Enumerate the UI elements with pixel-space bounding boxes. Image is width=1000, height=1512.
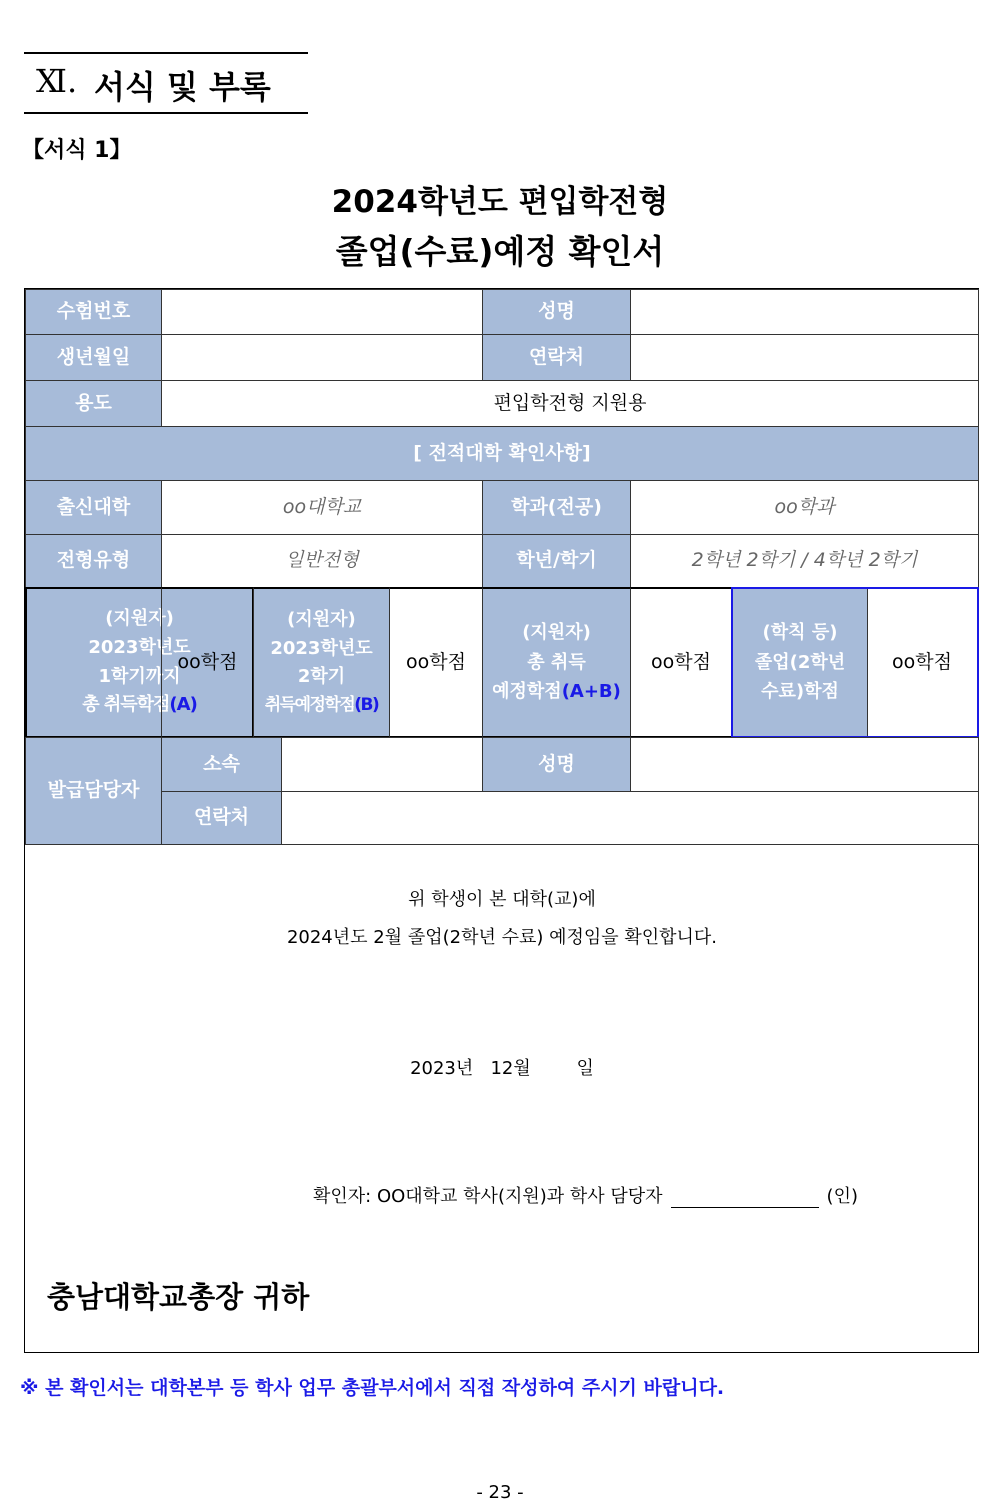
signature-blank[interactable] bbox=[671, 1189, 819, 1208]
year-semester-value: 2학년 2학기 / 4학년 2학기 bbox=[630, 534, 979, 588]
admission-type-label: 전형유형 bbox=[25, 534, 162, 588]
purpose-label: 용도 bbox=[25, 380, 162, 427]
issuer-name-label: 성명 bbox=[482, 737, 631, 792]
university-value: oo대학교 bbox=[161, 480, 483, 535]
credits-total-value: oo학점 bbox=[630, 587, 732, 738]
statement-date: 2023년 12월 일 bbox=[410, 1058, 594, 1079]
credits-total-label bbox=[482, 587, 631, 738]
exam-number-label: 수험번호 bbox=[25, 289, 162, 335]
credits-b-label-line: 2학기 bbox=[297, 666, 346, 688]
grad-credits-label-line: 수료)학점 bbox=[761, 681, 839, 703]
issuer-name-field[interactable] bbox=[630, 737, 979, 792]
credits-b-label bbox=[253, 587, 390, 738]
credits-a-label-line: 1학기까지 bbox=[98, 665, 181, 687]
seal-mark: (인) bbox=[826, 1186, 858, 1207]
birthdate-label: 생년월일 bbox=[25, 334, 162, 381]
certificate-form bbox=[24, 288, 979, 1353]
grad-credits-label bbox=[731, 587, 868, 738]
prior-school-section-header: [ 전적대학 확인사항] bbox=[25, 426, 979, 481]
credits-a-label-line: 2023학년도 bbox=[88, 636, 191, 658]
signer-line bbox=[313, 1182, 858, 1208]
department-label: 학과(전공) bbox=[482, 480, 631, 535]
grad-credits-value: oo학점 bbox=[867, 587, 979, 738]
statement-line1: 위 학생이 본 대학(교)에 bbox=[408, 889, 596, 910]
credits-total-label-line: 예정학점 bbox=[492, 681, 562, 703]
section-roman-numeral: Ⅺ. bbox=[36, 62, 78, 100]
section-title: 서식 및 부록 bbox=[94, 68, 271, 106]
statement-line2: 2024년도 2월 졸업(2학년 수료) 예정임을 확인합니다. bbox=[286, 927, 718, 948]
credits-a-value: oo학점 bbox=[161, 587, 254, 738]
contact-label: 연락처 bbox=[482, 334, 631, 381]
department-value: oo학과 bbox=[630, 480, 979, 535]
credits-b-label-line: 2023학년도 bbox=[270, 637, 373, 659]
credits-b-label-line: 취득예정학점 bbox=[264, 695, 355, 716]
purpose-value: 편입학전형 지원용 bbox=[161, 380, 979, 427]
form-number: 【서식 1】 bbox=[22, 138, 132, 163]
name-field[interactable] bbox=[630, 289, 979, 335]
section-header bbox=[24, 52, 308, 114]
university-label: 출신대학 bbox=[25, 480, 162, 535]
issuer-dept-field[interactable] bbox=[281, 737, 483, 792]
admission-type-value: 일반전형 bbox=[161, 534, 483, 588]
credits-b-value: oo학점 bbox=[389, 587, 483, 738]
issuer-label: 발급담당자 bbox=[25, 737, 162, 845]
signer-text: 확인자: OO대학교 학사(지원)과 학사 담당자 bbox=[313, 1186, 663, 1207]
grad-credits-label-line: 졸업(2학년 bbox=[754, 651, 846, 673]
year-semester-label: 학년/학기 bbox=[482, 534, 631, 588]
issuer-contact-field[interactable] bbox=[281, 791, 979, 845]
credits-a-label-line: (지원자) bbox=[105, 607, 174, 629]
issuer-dept-label: 소속 bbox=[161, 737, 282, 792]
credits-a-marker: (A) bbox=[169, 694, 197, 716]
credits-total-marker: (A+B) bbox=[561, 681, 621, 703]
birthdate-field[interactable] bbox=[161, 334, 483, 381]
exam-number-field[interactable] bbox=[161, 289, 483, 335]
credits-b-label-line: (지원자) bbox=[287, 608, 356, 630]
document-title-line2: 졸업(수료)예정 확인서 bbox=[335, 232, 665, 271]
credits-a-label-line: 총 취득학점 bbox=[82, 694, 170, 716]
name-label: 성명 bbox=[482, 289, 631, 335]
credits-total-label-line: 총 취득 bbox=[527, 651, 586, 673]
issuer-contact-label: 연락처 bbox=[161, 791, 282, 845]
page-number: - 23 - bbox=[476, 1482, 524, 1503]
document-title-line1: 2024학년도 편입학전형 bbox=[331, 184, 669, 220]
credits-total-label-line: (지원자) bbox=[522, 621, 591, 643]
footnote: ※ 본 확인서는 대학본부 등 학사 업무 총괄부서에서 직접 작성하여 주시기 바랍니다. bbox=[20, 1377, 725, 1399]
addressee: 충남대학교총장 귀하 bbox=[47, 1280, 310, 1314]
grad-credits-label-line: (학칙 등) bbox=[762, 621, 838, 643]
credits-b-marker: (B) bbox=[354, 695, 379, 716]
contact-field[interactable] bbox=[630, 334, 979, 381]
